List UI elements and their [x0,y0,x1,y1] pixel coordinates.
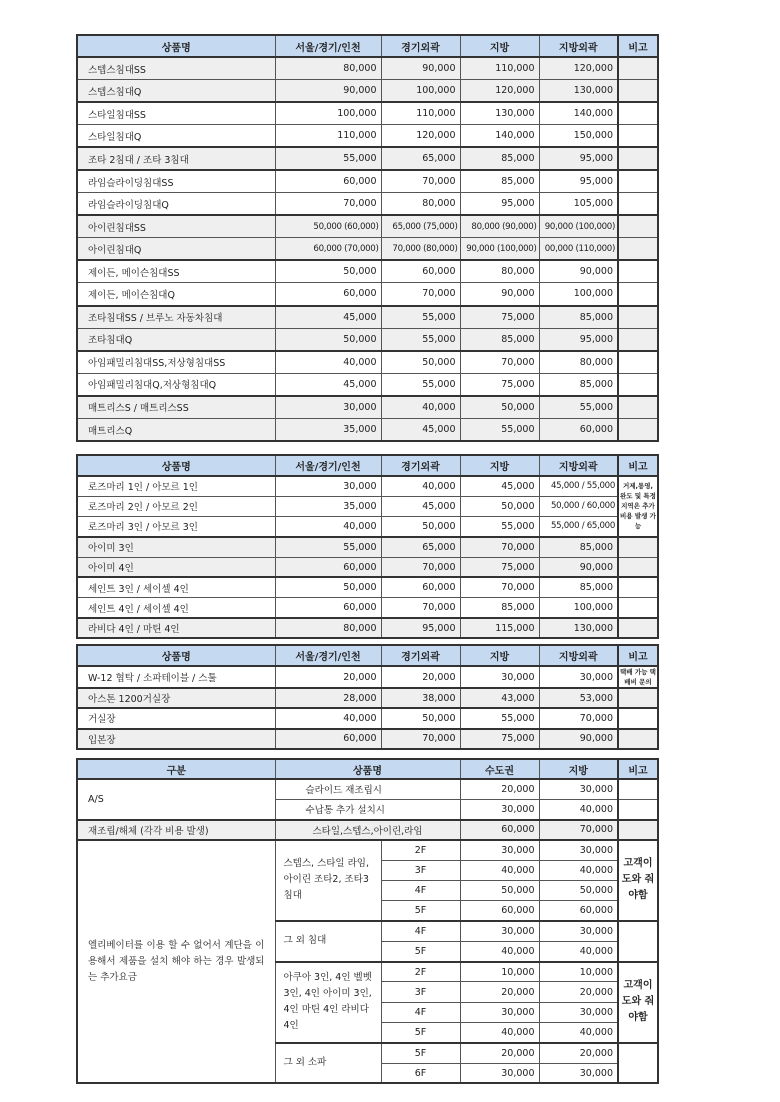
note-cell [618,557,658,577]
price-gyeonggi-outer: 55,000 [381,306,460,329]
price-seoul: 110,000 [275,125,381,148]
table-row [77,688,658,708]
table-row [77,373,658,396]
note-cell [618,147,658,170]
product-name: 제이든, 메이슨침대SS [77,260,275,283]
price-capital: 30,000 [460,1063,539,1083]
price-seoul: 40,000 [275,708,381,728]
note-cell [618,396,658,419]
price-local-outer: 80,000 [539,351,618,374]
floor-label: 5F [381,1043,460,1063]
product-name: 라비다 4인 / 마틴 4인 [77,618,275,638]
price-seoul: 55,000 [275,147,381,170]
table-row [77,779,658,799]
price-seoul: 80,000 [275,57,381,80]
header-local-outer: 지방외곽 [539,645,618,666]
price-seoul: 45,000 [275,373,381,396]
price-gyeonggi-outer: 65,000 [381,147,460,170]
floor-label: 5F [381,901,460,921]
note-cell: 택배 가능 택배비 문의 [618,666,658,688]
price-capital: 30,000 [460,921,539,941]
price-local-outer: 130,000 [539,618,618,638]
price-seoul: 50,000 (60,000) [275,215,381,238]
price-local: 75,000 [460,373,539,396]
price-local: 120,000 [460,80,539,103]
price-capital: 20,000 [460,779,539,799]
table-row [77,496,658,516]
price-local-outer: 95,000 [539,328,618,351]
note-cell [618,260,658,283]
price-local: 75,000 [460,557,539,577]
service-name: 슬라이드 재조립시 [275,779,460,799]
table-row [77,396,658,419]
price-gyeonggi-outer: 55,000 [381,328,460,351]
price-local-outer: 85,000 [539,577,618,597]
product-name: 제이든, 메이슨침대Q [77,283,275,306]
price-seoul: 100,000 [275,102,381,125]
note-cell [618,306,658,329]
price-local: 70,000 [460,351,539,374]
table-row [77,125,658,148]
price-gyeonggi-outer: 70,000 [381,283,460,306]
table-row [77,419,658,442]
product-name: 세인트 4인 / 세이셀 4인 [77,598,275,618]
price-gyeonggi-outer: 40,000 [381,396,460,419]
price-local: 75,000 [460,306,539,329]
price-local: 20,000 [539,982,618,1002]
product-name: 조타 2침대 / 조타 3침대 [77,147,275,170]
product-name: 조타침대Q [77,328,275,351]
product-name: 스텝스침대Q [77,80,275,103]
product-name: 입본장 [77,729,275,749]
price-local: 60,000 [539,901,618,921]
price-local-outer: 00,000 (110,000) [539,238,618,261]
price-local-outer: 100,000 [539,283,618,306]
price-seoul: 90,000 [275,80,381,103]
price-gyeonggi-outer: 20,000 [381,666,460,688]
table-row [77,666,658,688]
price-local: 30,000 [539,1002,618,1022]
price-local-outer: 100,000 [539,598,618,618]
price-local: 55,000 [460,419,539,442]
price-capital: 30,000 [460,1002,539,1022]
note-cell [618,193,658,216]
product-name: 스타일침대Q [77,125,275,148]
price-local: 115,000 [460,618,539,638]
table-row [77,557,658,577]
price-seoul: 70,000 [275,193,381,216]
header-category: 구분 [77,759,275,779]
header-product: 상품명 [77,35,275,57]
product-name: 아임패밀리침대SS,저상형침대SS [77,351,275,374]
price-gyeonggi-outer: 110,000 [381,102,460,125]
price-local: 90,000 [460,283,539,306]
note-cell [618,618,658,638]
price-local-outer: 95,000 [539,147,618,170]
price-seoul: 60,000 [275,170,381,193]
price-local-outer: 53,000 [539,688,618,708]
price-gyeonggi-outer: 50,000 [381,517,460,537]
price-gyeonggi-outer: 70,000 (80,000) [381,238,460,261]
price-local: 75,000 [460,729,539,749]
floor-label: 3F [381,860,460,880]
note-cell [618,921,658,962]
price-local: 90,000 (100,000) [460,238,539,261]
note-cell [618,537,658,557]
product-name: 로즈마리 2인 / 아모르 2인 [77,496,275,516]
table-row [77,57,658,80]
price-capital: 40,000 [460,1023,539,1043]
furniture-delivery-price-table [76,644,659,750]
note-cell [618,820,658,840]
product-name: 스텝스침대SS [77,57,275,80]
note-cell: 고객이 도와 줘야함 [618,840,658,921]
product-name: 로즈마리 1인 / 아모르 1인 [77,476,275,496]
note-cell: 거제,통영, 완도 및 특정 지역은 추가 비용 발생 가능 [618,476,658,537]
price-local: 70,000 [460,577,539,597]
header-capital: 수도권 [460,759,539,779]
header-local: 지방 [460,35,539,57]
additional-fee-table [76,758,659,1084]
note-cell [618,577,658,597]
price-local-outer: 90,000 [539,260,618,283]
note-cell [618,102,658,125]
price-gyeonggi-outer: 70,000 [381,598,460,618]
table-row [77,80,658,103]
header-gyeonggi-outer: 경기외곽 [381,35,460,57]
price-local: 55,000 [460,708,539,728]
price-gyeonggi-outer: 55,000 [381,373,460,396]
header-note: 비고 [618,645,658,666]
price-local-outer: 90,000 [539,557,618,577]
header-seoul: 서울/경기/인천 [275,35,381,57]
price-local: 80,000 (90,000) [460,215,539,238]
price-local-outer: 85,000 [539,537,618,557]
header-local-outer: 지방외곽 [539,455,618,476]
header-note: 비고 [618,455,658,476]
price-seoul: 30,000 [275,476,381,496]
price-gyeonggi-outer: 65,000 (75,000) [381,215,460,238]
price-capital: 20,000 [460,982,539,1002]
price-gyeonggi-outer: 50,000 [381,351,460,374]
note-cell [618,799,658,819]
price-seoul: 35,000 [275,419,381,442]
table-row [77,476,658,496]
floor-label: 2F [381,962,460,982]
price-gyeonggi-outer: 90,000 [381,57,460,80]
price-capital: 40,000 [460,860,539,880]
floor-label: 4F [381,880,460,900]
price-local-outer: 90,000 (100,000) [539,215,618,238]
price-local: 40,000 [539,799,618,819]
price-local-outer: 95,000 [539,170,618,193]
header-local: 지방 [539,759,618,779]
price-local: 140,000 [460,125,539,148]
price-seoul: 60,000 [275,557,381,577]
floor-label: 6F [381,1063,460,1083]
header-note: 비고 [618,759,658,779]
bed-delivery-price-table [76,34,659,442]
price-local: 85,000 [460,170,539,193]
price-seoul: 80,000 [275,618,381,638]
price-seoul: 45,000 [275,306,381,329]
note-cell [618,328,658,351]
service-name: 수납통 추가 설치시 [275,799,460,819]
note-cell [618,351,658,374]
note-cell [618,708,658,728]
price-seoul: 40,000 [275,351,381,374]
price-local: 110,000 [460,57,539,80]
floor-label: 5F [381,941,460,961]
product-group-name: 스텝스, 스타일 라임, 아이린 조타2, 조타3 침대 [275,840,381,921]
note-cell [618,779,658,799]
price-gyeonggi-outer: 80,000 [381,193,460,216]
price-local-outer: 105,000 [539,193,618,216]
product-name: 아이미 4인 [77,557,275,577]
price-local: 85,000 [460,147,539,170]
note-cell [618,598,658,618]
note-cell [618,215,658,238]
price-capital: 60,000 [460,901,539,921]
header-note: 비고 [618,35,658,57]
header-gyeonggi-outer: 경기외곽 [381,455,460,476]
price-local: 85,000 [460,328,539,351]
table-header-row [77,645,658,666]
price-local-outer: 50,000 / 60,000 [539,496,618,516]
note-cell [618,125,658,148]
note-cell: 고객이 도와 줘야함 [618,962,658,1043]
price-gyeonggi-outer: 100,000 [381,80,460,103]
note-cell [618,419,658,442]
price-local: 50,000 [460,496,539,516]
price-capital: 20,000 [460,1043,539,1063]
floor-label: 4F [381,921,460,941]
table-row [77,260,658,283]
price-gyeonggi-outer: 40,000 [381,476,460,496]
price-seoul: 30,000 [275,396,381,419]
product-name: 매트리스S / 매트리스SS [77,396,275,419]
floor-label: 4F [381,1002,460,1022]
price-gyeonggi-outer: 120,000 [381,125,460,148]
table-row [77,577,658,597]
table-row [77,193,658,216]
price-seoul: 60,000 [275,729,381,749]
price-local-outer: 30,000 [539,666,618,688]
price-local: 130,000 [460,102,539,125]
price-seoul: 40,000 [275,517,381,537]
price-capital: 10,000 [460,962,539,982]
price-seoul: 60,000 [275,598,381,618]
product-name: 로즈마리 3인 / 아모르 3인 [77,517,275,537]
table-row [77,215,658,238]
price-gyeonggi-outer: 70,000 [381,557,460,577]
header-local: 지방 [460,645,539,666]
price-local: 70,000 [460,537,539,557]
price-local: 40,000 [539,941,618,961]
table-row [77,328,658,351]
product-name: 스타일침대SS [77,102,275,125]
table-row [77,729,658,749]
header-product: 상품명 [275,759,460,779]
table-row [77,351,658,374]
floor-label: 2F [381,840,460,860]
price-local: 45,000 [460,476,539,496]
table-row [77,820,658,840]
product-name: 세인트 3인 / 세이셀 4인 [77,577,275,597]
service-name: 스타일,스텝스,아이린,라임 [275,820,460,840]
header-seoul: 서울/경기/인천 [275,455,381,476]
header-gyeonggi-outer: 경기외곽 [381,645,460,666]
table-row [77,708,658,728]
table-row [77,238,658,261]
table-header-row [77,455,658,476]
price-seoul: 50,000 [275,260,381,283]
note-cell [618,170,658,193]
as-category: A/S [77,779,275,820]
note-cell [618,283,658,306]
product-name: W-12 협탁 / 소파테이블 / 스툴 [77,666,275,688]
header-product: 상품명 [77,645,275,666]
note-cell [618,1043,658,1084]
price-capital: 50,000 [460,880,539,900]
price-local: 95,000 [460,193,539,216]
header-seoul: 서울/경기/인천 [275,645,381,666]
sofa-delivery-price-table [76,454,659,639]
product-group-name: 그 외 소파 [275,1043,381,1084]
price-local: 30,000 [539,779,618,799]
table-row [77,598,658,618]
price-local: 43,000 [460,688,539,708]
price-seoul: 28,000 [275,688,381,708]
header-product: 상품명 [77,455,275,476]
note-cell [618,80,658,103]
table-row [77,102,658,125]
price-local-outer: 120,000 [539,57,618,80]
price-local-outer: 85,000 [539,373,618,396]
price-gyeonggi-outer: 45,000 [381,419,460,442]
price-seoul: 35,000 [275,496,381,516]
price-local-outer: 140,000 [539,102,618,125]
price-local: 30,000 [539,840,618,860]
price-seoul: 55,000 [275,537,381,557]
product-name: 라임슬라이딩침대SS [77,170,275,193]
stairs-category: 엘리베이터를 이용 할 수 없어서 계단을 이용해서 제품을 설치 해야 하는 경우 발생되는 추가요금 [77,840,275,1084]
header-local: 지방 [460,455,539,476]
price-local: 55,000 [460,517,539,537]
floor-label: 3F [381,982,460,1002]
price-gyeonggi-outer: 95,000 [381,618,460,638]
price-local: 30,000 [539,921,618,941]
price-capital: 40,000 [460,941,539,961]
table-row [77,306,658,329]
product-name: 매트리스Q [77,419,275,442]
floor-label: 5F [381,1023,460,1043]
price-local-outer: 90,000 [539,729,618,749]
price-seoul: 50,000 [275,328,381,351]
price-capital: 30,000 [460,840,539,860]
product-name: 조타침대SS / 브루노 자동차침대 [77,306,275,329]
price-local-outer: 70,000 [539,708,618,728]
price-local-outer: 45,000 / 55,000 [539,476,618,496]
price-local: 70,000 [539,820,618,840]
product-name: 아이린침대Q [77,238,275,261]
price-seoul: 60,000 [275,283,381,306]
price-local-outer: 55,000 / 65,000 [539,517,618,537]
price-seoul: 50,000 [275,577,381,597]
price-capital: 30,000 [460,799,539,819]
price-local: 20,000 [539,1043,618,1063]
price-local-outer: 60,000 [539,419,618,442]
table-header-row [77,759,658,779]
product-name: 라임슬라이딩침대Q [77,193,275,216]
product-name: 아이미 3인 [77,537,275,557]
table-row [77,618,658,638]
product-name: 아이린침대SS [77,215,275,238]
price-local-outer: 150,000 [539,125,618,148]
price-gyeonggi-outer: 70,000 [381,729,460,749]
note-cell [618,57,658,80]
product-group-name: 그 외 침대 [275,921,381,962]
price-local: 50,000 [539,880,618,900]
price-local: 30,000 [460,666,539,688]
price-gyeonggi-outer: 50,000 [381,708,460,728]
price-local: 80,000 [460,260,539,283]
table-row [77,537,658,557]
table-row [77,147,658,170]
price-seoul: 20,000 [275,666,381,688]
note-cell [618,373,658,396]
reassembly-category: 재조립/해체 (각각 비용 발생) [77,820,275,840]
price-gyeonggi-outer: 70,000 [381,170,460,193]
price-gyeonggi-outer: 60,000 [381,260,460,283]
price-local: 85,000 [460,598,539,618]
price-local-outer: 55,000 [539,396,618,419]
product-name: 아스톤 1200거실장 [77,688,275,708]
header-local-outer: 지방외곽 [539,35,618,57]
price-local: 40,000 [539,860,618,880]
product-name: 거실장 [77,708,275,728]
price-gyeonggi-outer: 65,000 [381,537,460,557]
table-row [77,170,658,193]
table-row [77,517,658,537]
note-cell [618,688,658,708]
price-gyeonggi-outer: 45,000 [381,496,460,516]
product-group-name: 아쿠아 3인, 4인 벨벳 3인, 4인 아이미 3인, 4인 마틴 4인 라비다 4인 [275,962,381,1043]
product-name: 아임패밀리침대Q,저상형침대Q [77,373,275,396]
price-gyeonggi-outer: 38,000 [381,688,460,708]
price-seoul: 60,000 (70,000) [275,238,381,261]
table-header-row [77,35,658,57]
note-cell [618,729,658,749]
price-local: 50,000 [460,396,539,419]
price-local: 30,000 [539,1063,618,1083]
price-local: 40,000 [539,1023,618,1043]
table-row [77,840,658,860]
price-local-outer: 85,000 [539,306,618,329]
price-local-outer: 130,000 [539,80,618,103]
price-gyeonggi-outer: 60,000 [381,577,460,597]
price-capital: 60,000 [460,820,539,840]
table-row [77,283,658,306]
price-local: 10,000 [539,962,618,982]
note-cell [618,238,658,261]
